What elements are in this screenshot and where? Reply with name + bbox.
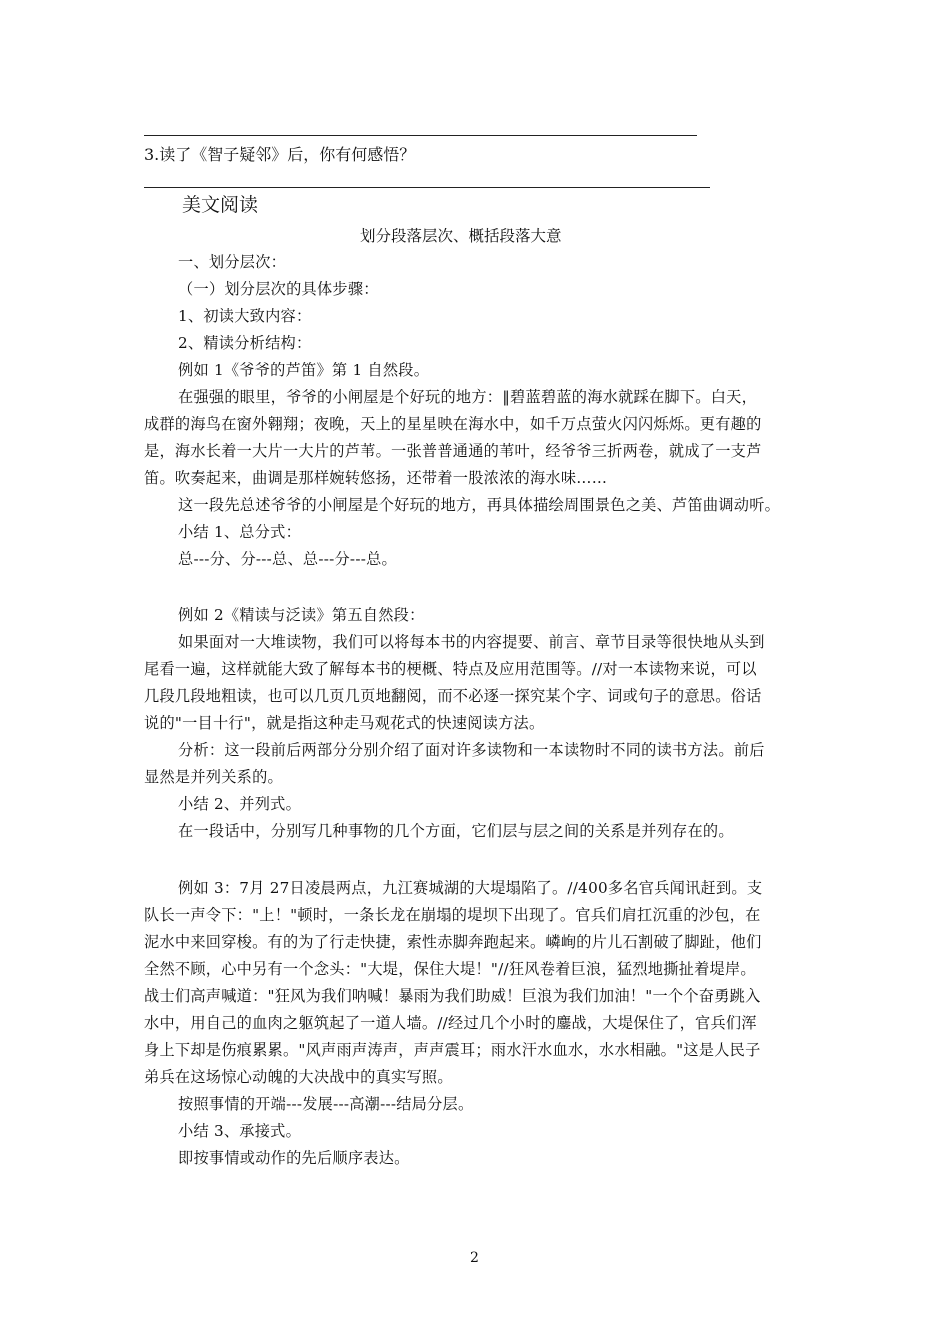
example-3-text-line: 弟兵在这场惊心动魄的大决战中的真实写照。: [144, 1068, 453, 1086]
example-1-analysis: 这一段先总述爷爷的小闸屋是个好玩的地方，再具体描绘周围景色之美、芦笛曲调动听。: [178, 496, 781, 514]
step-1: 1、初读大致内容：: [178, 307, 312, 325]
example-3-text-line: 全然不顾，心中另有一个念头："大堤，保住大堤！"//狂风卷着巨浪，猛烈地撕扯着堤岸。: [144, 960, 756, 978]
example-2-text-line: 说的"一目十行"，就是指这种走马观花式的快速阅读方法。: [144, 714, 545, 732]
example-1-text-line: 在强强的眼里，爷爷的小闸屋是个好玩的地方：‖碧蓝碧蓝的海水就踩在脚下。白天，: [178, 388, 758, 406]
example-2-text-line: 尾看一遍，这样就能大致了解每本书的梗概、特点及应用范围等。//对一本读物来说，可以: [144, 660, 757, 678]
example-3-text-line: 战士们高声喊道："狂风为我们呐喊！暴雨为我们助威！巨浪为我们加油！"一个个奋勇跳入: [144, 987, 761, 1005]
example-3-text-line: 身上下却是伤痕累累。"风声雨声涛声，声声震耳；雨水汗水血水，水水相融。"这是人民子: [144, 1041, 761, 1059]
example-3-analysis: 按照事情的开端---发展---高潮---结局分层。: [178, 1095, 474, 1113]
sub-title: 划分段落层次、概括段落大意: [360, 227, 562, 245]
example-2-analysis: 分析：这一段前后两部分分别介绍了面对许多读物和一本读物时不同的读书方法。前后: [178, 741, 765, 759]
summary-1-text: 总---分、分---总、总---分---总。: [178, 550, 397, 568]
section-title: 美文阅读: [182, 194, 259, 216]
summary-2-title: 小结 2、并列式。: [178, 795, 302, 813]
heading-steps: （一）划分层次的具体步骤：: [178, 280, 379, 298]
heading-divide-layers: 一、划分层次：: [178, 253, 287, 271]
answer-line-top: [144, 135, 697, 136]
example-2-text-line: 如果面对一大堆读物，我们可以将每本书的内容提要、前言、章节目录等很快地从头到: [178, 633, 765, 651]
page-number: 2: [470, 1250, 479, 1266]
summary-2-text: 在一段话中，分别写几种事物的几个方面，它们层与层之间的关系是并列存在的。: [178, 822, 734, 840]
summary-1-title: 小结 1、总分式：: [178, 523, 302, 541]
example-1-title: 例如 1《爷爷的芦笛》第 1 自然段。: [178, 361, 430, 379]
example-2-title: 例如 2《精读与泛读》第五自然段：: [178, 606, 425, 624]
example-1-text-line: 成群的海鸟在窗外翱翔；夜晚，天上的星星映在海水中，如千万点萤火闪闪烁烁。更有趣的: [144, 415, 762, 433]
step-2: 2、精读分析结构：: [178, 334, 312, 352]
example-3-text-line: 例如 3：7月 27日凌晨两点，九江赛城湖的大堤塌陷了。//400多名官兵闻讯赶到。支: [178, 879, 763, 897]
example-2-text-line: 几段几段地粗读，也可以几页几页地翻阅，而不必逐一探究某个字、词或句子的意思。俗话: [144, 687, 762, 705]
summary-3-text: 即按事情或动作的先后顺序表达。: [178, 1149, 410, 1167]
example-1-text-line: 笛。吹奏起来，曲调是那样婉转悠扬，还带着一股浓浓的海水味……: [144, 469, 608, 487]
answer-line-bottom: [144, 187, 710, 188]
example-3-text-line: 水中，用自己的血肉之躯筑起了一道人墙。//经过几个小时的鏖战，大堤保住了，官兵们浑: [144, 1014, 757, 1032]
summary-3-title: 小结 3、承接式。: [178, 1122, 302, 1140]
example-2-analysis: 显然是并列关系的。: [144, 768, 283, 786]
example-3-text-line: 队长一声令下："上！"顿时，一条长龙在崩塌的堤坝下出现了。官兵们肩扛沉重的沙包，在: [144, 906, 761, 924]
example-3-text-line: 泥水中来回穿梭。有的为了行走快捷，索性赤脚奔跑起来。嶙峋的片儿石割破了脚趾，他们: [144, 933, 762, 951]
question-3: 3.读了《智子疑邻》后，你有何感悟？: [144, 145, 416, 164]
example-1-text-line: 是，海水长着一大片一大片的芦苇。一张普普通通的苇叶，经爷爷三折两卷，就成了一支芦: [144, 442, 762, 460]
